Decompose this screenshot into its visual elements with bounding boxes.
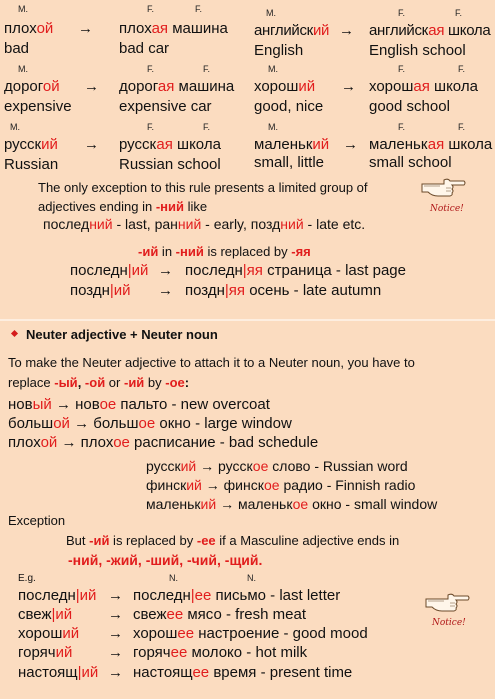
gender-label: M. xyxy=(18,64,28,74)
masculine-word: дорогой xyxy=(4,78,60,95)
gender-label: M. xyxy=(10,122,20,132)
gender-label: F. xyxy=(458,64,466,74)
pointing-hand-icon xyxy=(424,590,470,614)
gender-label: M. xyxy=(266,8,276,18)
gender-label: F. xyxy=(147,4,155,14)
masculine-word: плохой xyxy=(4,20,54,37)
gender-label: F. xyxy=(147,122,155,132)
arrow-icon: → xyxy=(108,587,123,604)
feminine-phrase: плохая машина xyxy=(119,20,228,37)
translation: bad xyxy=(4,40,30,57)
arrow-icon: → xyxy=(205,477,220,493)
arrow-icon: → xyxy=(108,644,123,661)
arrow-icon: → xyxy=(108,664,123,681)
masculine-word: маленький xyxy=(254,136,330,153)
arrow-icon: → xyxy=(84,78,99,95)
example-row: горячий xyxy=(18,644,73,661)
example-row: настоящ|ий xyxy=(18,664,99,681)
gender-label: F. xyxy=(398,64,406,74)
masculine-word: русский xyxy=(4,136,58,153)
example-row: новый → новое пальто - new overcoat xyxy=(8,396,270,413)
arrow-icon: → xyxy=(339,22,354,39)
exception-examples: последний - last, ранний - early, поздний - late etc. xyxy=(43,216,366,232)
gender-label: F. xyxy=(398,122,406,132)
arrow-icon: → xyxy=(158,262,173,279)
gender-label: F. xyxy=(147,64,155,74)
example-row: последн|ий xyxy=(70,262,149,279)
example-row: поздн|ий xyxy=(70,282,131,299)
intro-text: replace -ый, -ой or -ий by -ое: xyxy=(8,375,190,390)
exception-text: adjectives ending in -ний like xyxy=(38,199,208,214)
example-row: горячее молоко - hot milk xyxy=(133,644,308,661)
translation: English xyxy=(254,42,304,59)
example-row: последн|ее письмо - last letter xyxy=(133,587,341,604)
arrow-icon: → xyxy=(108,625,123,642)
translation: expensive xyxy=(4,98,72,115)
example-row: настоящее время - present time xyxy=(133,664,353,681)
translation: good, nice xyxy=(254,98,324,115)
gender-label: M. xyxy=(268,64,278,74)
gender-label: F. xyxy=(398,8,406,18)
example-row: маленький → маленькое окно - small window xyxy=(146,496,438,512)
section-divider xyxy=(0,319,495,321)
pointing-hand-icon xyxy=(420,175,466,199)
notice-label: Notice! xyxy=(432,618,466,628)
intro-text: To make the Neuter adjective to attach it to a Neuter noun, you have to xyxy=(8,355,415,370)
arrow-icon: → xyxy=(200,458,215,474)
gender-label: F. xyxy=(455,8,463,18)
arrow-icon: → xyxy=(341,78,356,95)
notice-label: Notice! xyxy=(430,204,464,214)
arrow-icon: → xyxy=(55,396,71,413)
feminine-phrase: маленькая школа xyxy=(369,136,493,153)
exception-label: Exception xyxy=(8,513,66,528)
exception-text: The only exception to this rule presents a limited group of xyxy=(38,180,368,195)
example-row: плохой → плохое расписание - bad schedule xyxy=(8,434,319,451)
example-row: хороший xyxy=(18,625,80,642)
gender-label: F. xyxy=(458,122,466,132)
example-row: русский → русское слово - Russian word xyxy=(146,458,408,474)
rule-text: -ий in -ний is replaced by -яя xyxy=(138,244,311,259)
arrow-icon: → xyxy=(78,20,93,37)
gender-label: M. xyxy=(18,4,28,14)
gender-label: M. xyxy=(268,122,278,132)
translation: bad car xyxy=(119,40,170,57)
gender-label: F. xyxy=(203,64,211,74)
eg-label: E.g. xyxy=(18,573,36,584)
feminine-phrase: дорогая машина xyxy=(119,78,235,95)
example-row: хорошее настроение - good mood xyxy=(133,625,368,642)
arrow-icon: → xyxy=(61,434,77,451)
gender-label: N. xyxy=(169,573,178,583)
example-row: свеж|ий xyxy=(18,606,73,623)
example-row: последн|яя страница - last page xyxy=(185,262,406,279)
example-row: свежее мясо - fresh meat xyxy=(133,606,307,623)
feminine-phrase: русская школа xyxy=(119,136,221,153)
translation: small, little xyxy=(254,154,325,171)
masculine-word: английский xyxy=(254,22,330,39)
gender-label: N. xyxy=(247,573,256,583)
masculine-word: хороший xyxy=(254,78,316,95)
example-row: большой → большое окно - large window xyxy=(8,415,292,432)
arrow-icon: → xyxy=(84,136,99,153)
arrow-icon: → xyxy=(74,415,90,432)
example-row: последн|ий xyxy=(18,587,97,604)
translation: small school xyxy=(369,154,452,171)
translation: Russian school xyxy=(119,156,221,173)
example-row: финский → финское радио - Finnish radio xyxy=(146,477,416,493)
feminine-phrase: английская школа xyxy=(369,22,491,39)
arrow-icon: → xyxy=(220,496,235,512)
exception-text: But -ий is replaced by -ее if a Masculine adjective ends in xyxy=(66,533,400,548)
endings-list: -ний, -жий, -ший, -чий, -щий. xyxy=(68,552,263,568)
translation: expensive car xyxy=(119,98,212,115)
section-heading: Neuter adjective + Neuter noun xyxy=(26,327,218,342)
feminine-phrase: хорошая школа xyxy=(369,78,478,95)
gender-label: F. xyxy=(203,122,211,132)
translation: English school xyxy=(369,42,466,59)
translation: good school xyxy=(369,98,450,115)
arrow-icon: → xyxy=(158,282,173,299)
gender-label: F. xyxy=(195,4,203,14)
diamond-bullet-icon xyxy=(11,330,18,337)
arrow-icon: → xyxy=(343,136,358,153)
translation: Russian xyxy=(4,156,59,173)
arrow-icon: → xyxy=(108,606,123,623)
example-row: поздн|яя осень - late autumn xyxy=(185,282,382,299)
